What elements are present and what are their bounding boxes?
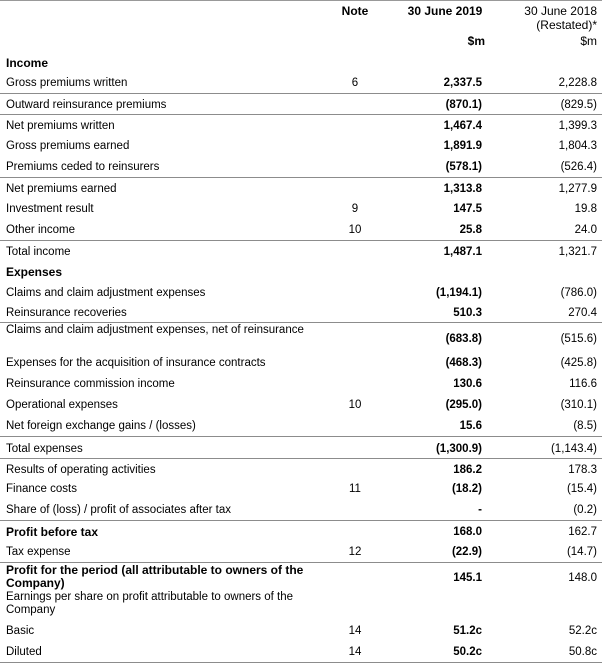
table-row — [0, 282, 602, 302]
value-2018: 162.7 — [568, 526, 597, 538]
value-2019: 510.3 — [453, 307, 482, 319]
value-2019: 50.2c — [453, 646, 482, 658]
value-2018: (1,143.4) — [550, 443, 597, 455]
row-label: Claims and claim adjustment expenses — [6, 287, 206, 299]
value-2019: (1,300.9) — [435, 443, 482, 455]
table-row — [0, 352, 602, 373]
row-label: Claims and claim adjustment expenses, net of reinsurance — [6, 324, 304, 336]
value-2019: 2,337.5 — [443, 77, 482, 89]
value-2018: 50.8c — [568, 646, 597, 658]
value-2019: (18.2) — [451, 483, 482, 495]
row-label: Total income — [6, 246, 71, 258]
value-2018: (310.1) — [560, 399, 597, 411]
value-2019: (1,194.1) — [435, 287, 482, 299]
value-2019: 147.5 — [453, 203, 482, 215]
value-2019: - — [478, 504, 482, 516]
row-label: Income — [6, 56, 49, 70]
table-row — [0, 620, 602, 641]
value-2019: (870.1) — [445, 99, 482, 111]
table-row — [0, 478, 602, 499]
row-label: Expenses for the acquisition of insurance contracts — [6, 357, 266, 369]
value-2019: 25.8 — [459, 224, 482, 236]
value-2019: (22.9) — [451, 546, 482, 558]
table-row — [0, 415, 602, 436]
unit-2019: $m — [467, 34, 485, 48]
value-2018: (425.8) — [560, 357, 597, 369]
row-note: 6 — [351, 77, 359, 89]
row-note: 10 — [348, 399, 362, 411]
value-2018: 1,277.9 — [558, 183, 597, 195]
table-row — [0, 261, 602, 282]
value-2018: (526.4) — [560, 161, 597, 173]
value-2018: (829.5) — [560, 99, 597, 111]
value-2019: 15.6 — [459, 420, 482, 432]
row-note: 14 — [348, 625, 362, 637]
table-row — [0, 219, 602, 240]
value-2018: (15.4) — [566, 483, 597, 495]
col-2018-header-restated: (Restated)* — [536, 18, 597, 32]
table-row — [0, 114, 602, 135]
value-2018: 1,399.3 — [558, 120, 597, 132]
row-label: Results of operating activities — [6, 464, 156, 476]
table-row — [0, 458, 602, 478]
value-2019: 51.2c — [453, 625, 482, 637]
value-2019: 1,467.4 — [443, 120, 482, 132]
table-row — [0, 198, 602, 219]
value-2018: 1,321.7 — [558, 246, 597, 258]
row-label: Tax expense — [6, 546, 71, 558]
table-row — [0, 520, 602, 541]
value-2018: (0.2) — [573, 504, 597, 516]
row-label: Net premiums earned — [6, 183, 117, 195]
row-label: Reinsurance commission income — [6, 378, 175, 390]
col-2018-header — [505, 4, 597, 32]
row-label: Gross premiums earned — [6, 140, 130, 152]
row-label: Outward reinsurance premiums — [6, 99, 167, 111]
value-2019: (295.0) — [445, 399, 482, 411]
value-2018: (515.6) — [560, 333, 597, 345]
table-row — [0, 93, 602, 114]
row-label: Premiums ceded to reinsurers — [6, 161, 160, 173]
table-row — [0, 156, 602, 177]
value-2019: (683.8) — [445, 333, 482, 345]
value-2018: 116.6 — [569, 378, 597, 390]
col-2018-header-date: 30 June 2018 — [524, 4, 597, 18]
row-label: Investment result — [6, 203, 94, 215]
table-row — [0, 322, 602, 352]
value-2018: 1,804.3 — [558, 140, 597, 152]
row-note: 9 — [351, 203, 359, 215]
value-2018: (8.5) — [573, 420, 597, 432]
value-2018: 178.3 — [568, 464, 597, 476]
row-label: Reinsurance recoveries — [6, 307, 127, 319]
value-2019: 186.2 — [453, 464, 482, 476]
table-row — [0, 590, 602, 620]
value-2019: 1,891.9 — [443, 140, 482, 152]
value-2019: (578.1) — [445, 161, 482, 173]
row-note: 11 — [349, 483, 361, 495]
table-row — [0, 52, 602, 72]
table-row — [0, 541, 602, 562]
col-2019-header: 30 June 2019 — [407, 4, 483, 18]
row-label: Diluted — [6, 646, 42, 658]
row-label: Net premiums written — [6, 120, 115, 132]
note-column-header: Note — [341, 4, 369, 18]
row-label: Gross premiums written — [6, 77, 128, 89]
table-row — [0, 641, 602, 662]
row-label: Earnings per share on profit attributable to owners of the Company — [6, 591, 294, 616]
table-row — [0, 436, 602, 458]
value-2018: (14.7) — [566, 546, 597, 558]
value-2019: (468.3) — [445, 357, 482, 369]
row-note: 14 — [348, 646, 362, 658]
table-row — [0, 240, 602, 261]
table-row — [0, 562, 602, 590]
table-row — [0, 135, 602, 156]
table-bottom-rule — [0, 662, 602, 663]
table-header — [0, 0, 602, 53]
row-label: Total expenses — [6, 443, 83, 455]
value-2018: 24.0 — [574, 224, 597, 236]
row-note: 12 — [348, 546, 362, 558]
table-row — [0, 302, 602, 322]
row-label: Expenses — [6, 265, 63, 279]
table-row — [0, 72, 602, 93]
value-2019: 1,487.1 — [443, 246, 482, 258]
row-note: 10 — [348, 224, 362, 236]
row-label: Share of (loss) / profit of associates after tax — [6, 504, 231, 516]
table-row — [0, 177, 602, 198]
value-2019: 168.0 — [453, 526, 482, 538]
value-2018: 2,228.8 — [558, 77, 597, 89]
table-row — [0, 499, 602, 520]
value-2019: 145.1 — [453, 572, 482, 584]
value-2018: 19.8 — [574, 203, 597, 215]
value-2018: 148.0 — [568, 572, 597, 584]
value-2019: 1,313.8 — [443, 183, 482, 195]
table-row — [0, 373, 602, 394]
value-2018: 270.4 — [568, 307, 597, 319]
value-2018: 52.2c — [568, 625, 597, 637]
row-label: Other income — [6, 224, 76, 236]
table-row — [0, 394, 602, 415]
row-label: Profit before tax — [6, 525, 99, 539]
row-label: Basic — [6, 625, 35, 637]
row-label: Operational expenses — [6, 399, 118, 411]
value-2019: 130.6 — [453, 378, 482, 390]
row-label: Net foreign exchange gains / (losses) — [6, 420, 196, 432]
value-2018: (786.0) — [560, 287, 597, 299]
row-label: Profit for the period (all attributable to owners of the Company) — [6, 563, 304, 590]
row-label: Finance costs — [6, 483, 77, 495]
unit-2018: $m — [580, 34, 597, 48]
